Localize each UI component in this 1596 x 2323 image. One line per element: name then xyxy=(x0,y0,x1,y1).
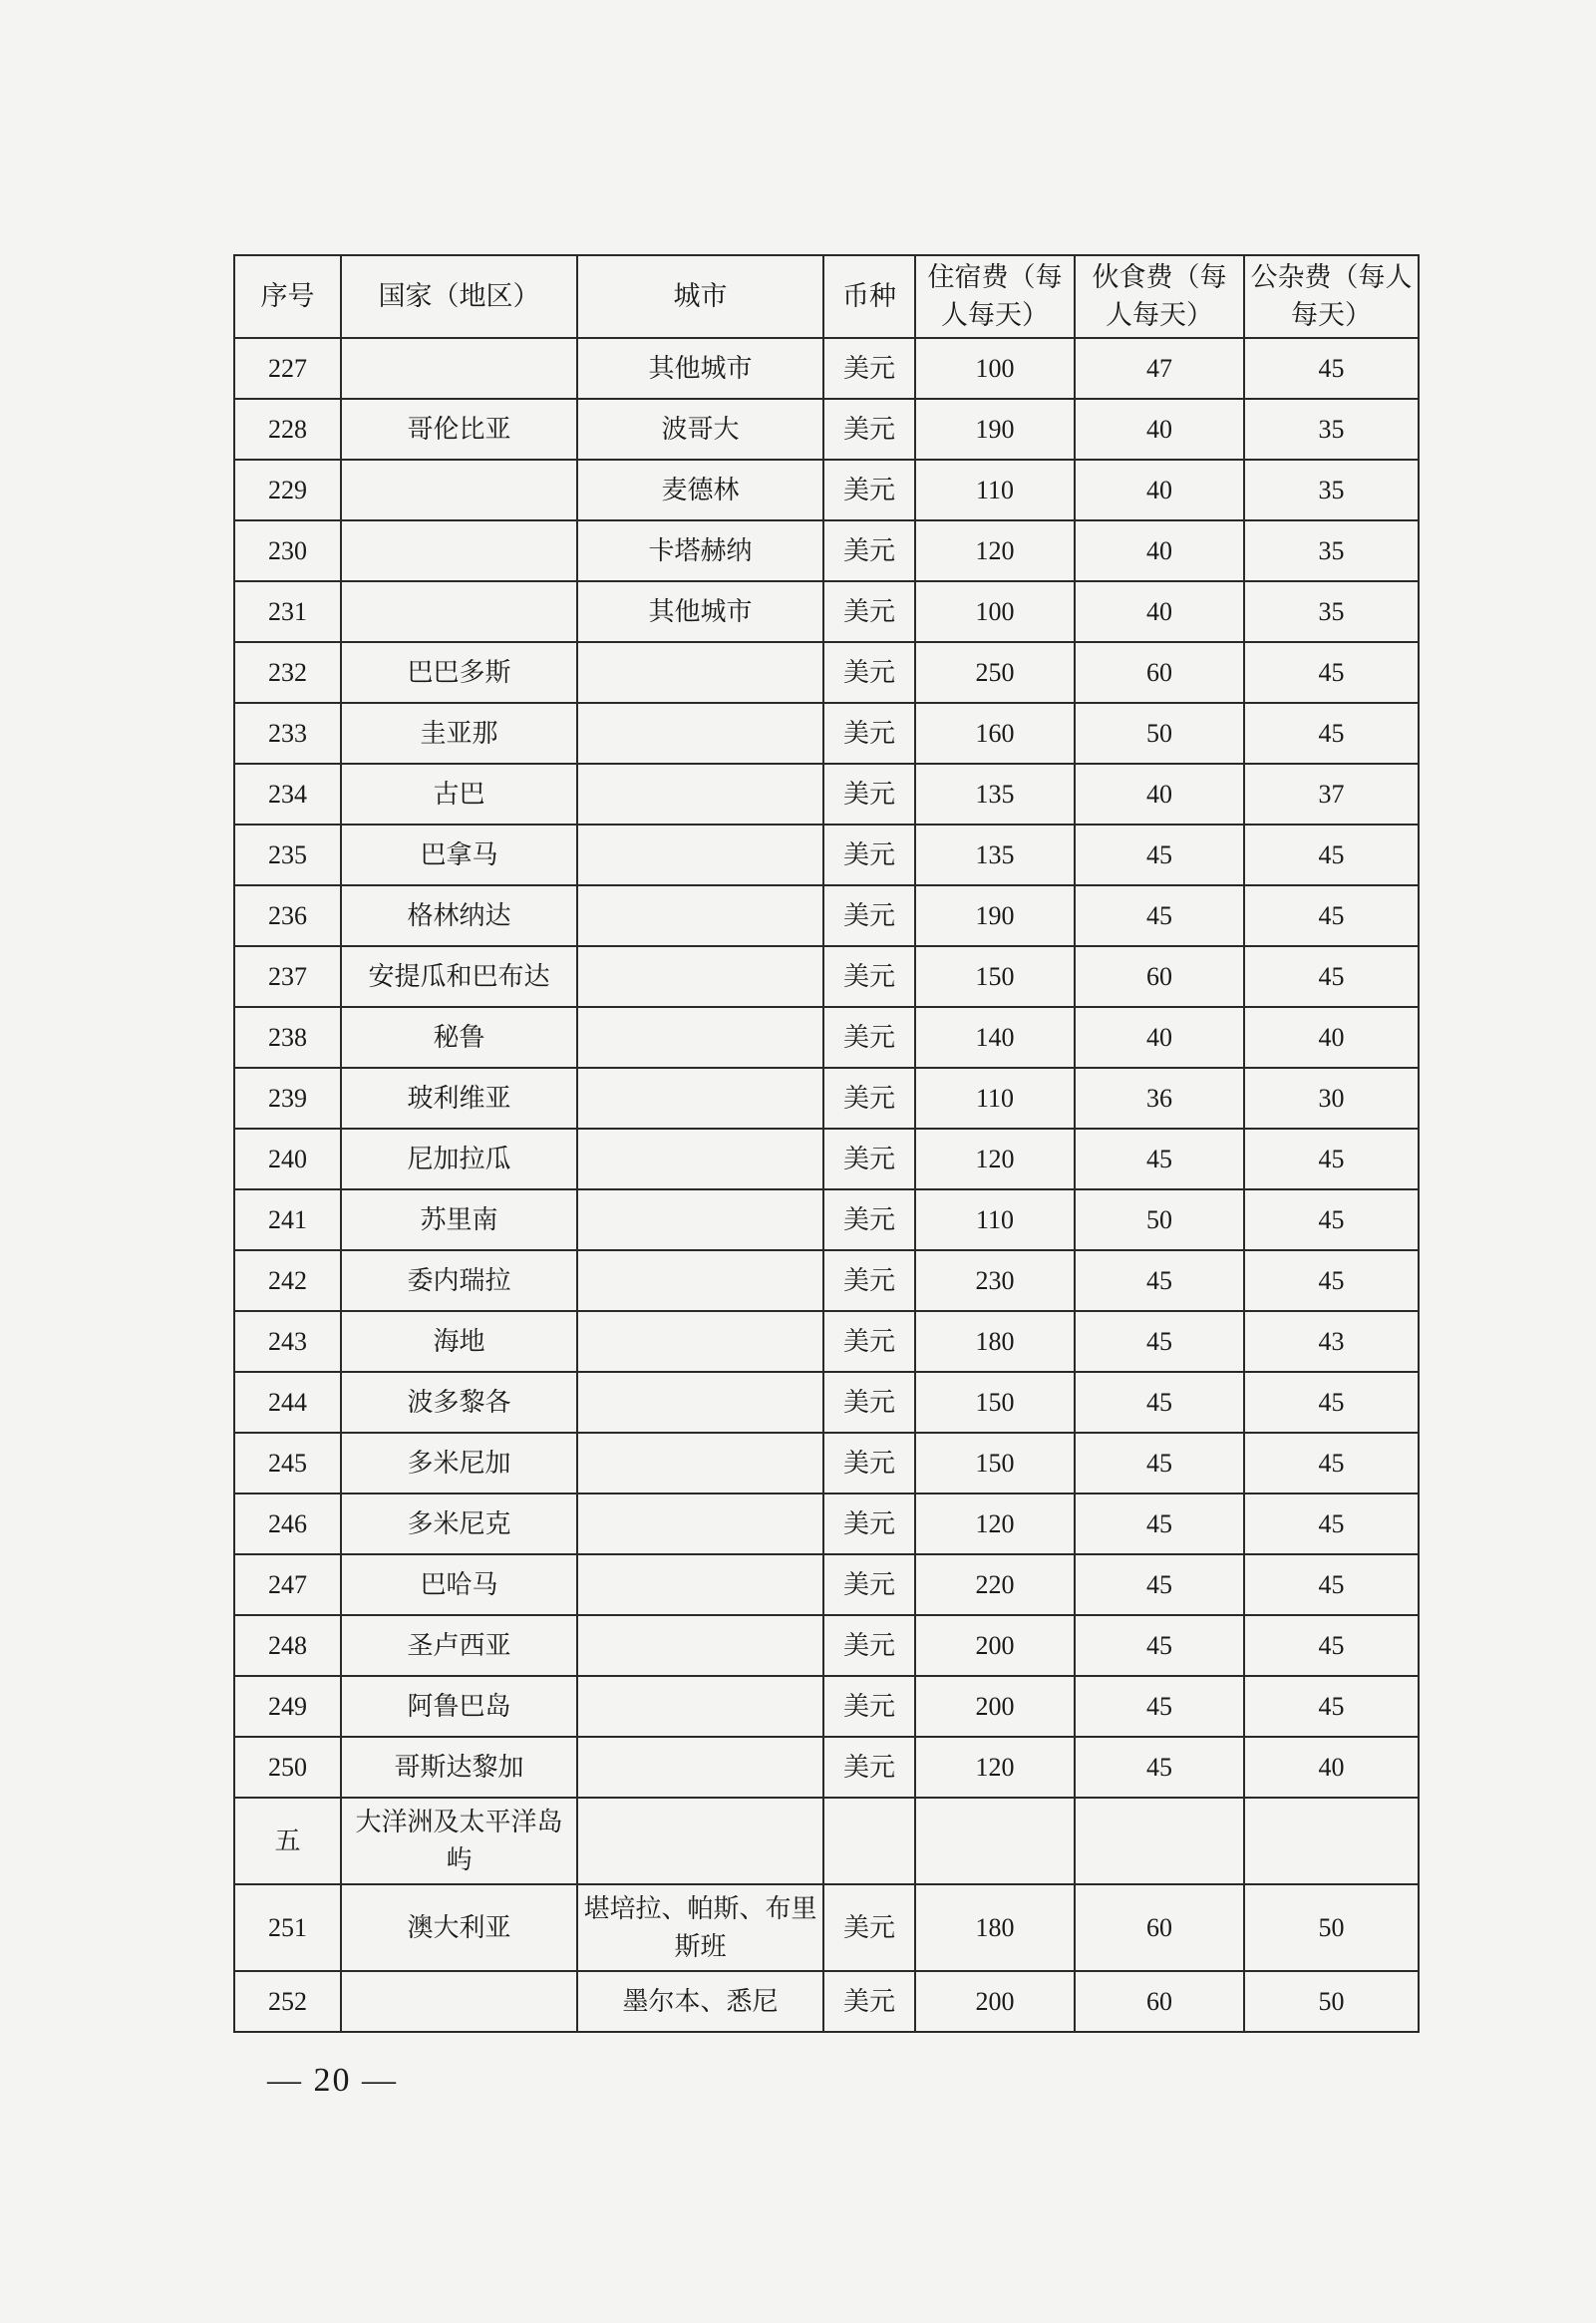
meals-cell: 60 xyxy=(1075,1884,1244,1971)
currency-cell: 美元 xyxy=(823,1676,915,1737)
lodging-cell: 180 xyxy=(915,1311,1075,1372)
table-row xyxy=(234,1798,1419,1884)
meals-cell: 60 xyxy=(1075,1971,1244,2032)
meals-cell: 45 xyxy=(1075,1311,1244,1372)
row-index: 233 xyxy=(234,703,341,764)
incidentals-cell: 45 xyxy=(1244,1676,1419,1737)
incidentals-cell: 45 xyxy=(1244,1250,1419,1311)
row-index: 245 xyxy=(234,1433,341,1493)
lodging-cell: 160 xyxy=(915,703,1075,764)
table-row xyxy=(234,1372,1419,1433)
meals-cell: 45 xyxy=(1075,1433,1244,1493)
table-row xyxy=(234,1007,1419,1068)
country-cell: 古巴 xyxy=(341,764,577,825)
table-row xyxy=(234,946,1419,1007)
lodging-cell: 120 xyxy=(915,1129,1075,1189)
currency-cell: 美元 xyxy=(823,1737,915,1798)
page-number: — 20 — xyxy=(267,2062,398,2099)
row-index: 240 xyxy=(234,1129,341,1189)
city-cell: 墨尔本、悉尼 xyxy=(577,1971,823,2032)
city-cell: 堪培拉、帕斯、布里斯班 xyxy=(577,1884,823,1971)
incidentals-cell: 45 xyxy=(1244,1189,1419,1250)
table-row xyxy=(234,1433,1419,1493)
header-country: 国家（地区） xyxy=(341,255,577,338)
lodging-cell: 230 xyxy=(915,1250,1075,1311)
country-cell: 哥伦比亚 xyxy=(341,399,577,460)
incidentals-cell: 45 xyxy=(1244,338,1419,399)
row-index: 252 xyxy=(234,1971,341,2032)
table-row xyxy=(234,825,1419,885)
incidentals-cell: 40 xyxy=(1244,1007,1419,1068)
row-index: 236 xyxy=(234,885,341,946)
table-row xyxy=(234,703,1419,764)
incidentals-cell: 45 xyxy=(1244,642,1419,703)
city-cell xyxy=(577,825,823,885)
currency-cell xyxy=(823,1798,915,1884)
currency-cell: 美元 xyxy=(823,1615,915,1676)
header-lodging: 住宿费（每人每天） xyxy=(915,255,1075,338)
incidentals-cell: 45 xyxy=(1244,1129,1419,1189)
currency-cell: 美元 xyxy=(823,520,915,581)
country-cell: 秘鲁 xyxy=(341,1007,577,1068)
row-index: 243 xyxy=(234,1311,341,1372)
header-currency: 币种 xyxy=(823,255,915,338)
country-cell: 圭亚那 xyxy=(341,703,577,764)
city-cell xyxy=(577,946,823,1007)
row-index: 249 xyxy=(234,1676,341,1737)
incidentals-cell: 45 xyxy=(1244,825,1419,885)
country-cell: 哥斯达黎加 xyxy=(341,1737,577,1798)
lodging-cell: 200 xyxy=(915,1615,1075,1676)
lodging-cell: 220 xyxy=(915,1554,1075,1615)
row-index: 241 xyxy=(234,1189,341,1250)
city-cell xyxy=(577,1129,823,1189)
city-cell xyxy=(577,1372,823,1433)
incidentals-cell: 45 xyxy=(1244,1615,1419,1676)
table-row xyxy=(234,1189,1419,1250)
city-cell xyxy=(577,1250,823,1311)
meals-cell: 40 xyxy=(1075,581,1244,642)
meals-cell: 50 xyxy=(1075,1189,1244,1250)
row-index: 230 xyxy=(234,520,341,581)
city-cell xyxy=(577,1615,823,1676)
lodging-cell: 100 xyxy=(915,338,1075,399)
meals-cell: 45 xyxy=(1075,885,1244,946)
incidentals-cell: 50 xyxy=(1244,1971,1419,2032)
row-index: 242 xyxy=(234,1250,341,1311)
incidentals-cell: 50 xyxy=(1244,1884,1419,1971)
lodging-cell xyxy=(915,1798,1075,1884)
lodging-cell: 100 xyxy=(915,581,1075,642)
row-index: 247 xyxy=(234,1554,341,1615)
currency-cell: 美元 xyxy=(823,825,915,885)
table-row xyxy=(234,1737,1419,1798)
meals-cell: 45 xyxy=(1075,1493,1244,1554)
lodging-cell: 250 xyxy=(915,642,1075,703)
incidentals-cell: 37 xyxy=(1244,764,1419,825)
incidentals-cell: 45 xyxy=(1244,946,1419,1007)
meals-cell xyxy=(1075,1798,1244,1884)
currency-cell: 美元 xyxy=(823,338,915,399)
currency-cell: 美元 xyxy=(823,460,915,520)
lodging-cell: 150 xyxy=(915,1433,1075,1493)
currency-cell: 美元 xyxy=(823,1554,915,1615)
meals-cell: 60 xyxy=(1075,946,1244,1007)
city-cell xyxy=(577,1554,823,1615)
table-row xyxy=(234,1493,1419,1554)
city-cell: 波哥大 xyxy=(577,399,823,460)
currency-cell: 美元 xyxy=(823,1129,915,1189)
city-cell xyxy=(577,642,823,703)
currency-cell: 美元 xyxy=(823,642,915,703)
lodging-cell: 190 xyxy=(915,399,1075,460)
incidentals-cell: 35 xyxy=(1244,581,1419,642)
lodging-cell: 180 xyxy=(915,1884,1075,1971)
lodging-cell: 110 xyxy=(915,1189,1075,1250)
country-cell xyxy=(341,1971,577,2032)
country-cell: 多米尼加 xyxy=(341,1433,577,1493)
country-cell: 圣卢西亚 xyxy=(341,1615,577,1676)
incidentals-cell: 45 xyxy=(1244,1433,1419,1493)
lodging-cell: 190 xyxy=(915,885,1075,946)
row-index: 231 xyxy=(234,581,341,642)
city-cell xyxy=(577,1007,823,1068)
currency-cell: 美元 xyxy=(823,1250,915,1311)
currency-cell: 美元 xyxy=(823,1884,915,1971)
table-row xyxy=(234,1615,1419,1676)
row-index: 246 xyxy=(234,1493,341,1554)
row-index: 244 xyxy=(234,1372,341,1433)
meals-cell: 47 xyxy=(1075,338,1244,399)
meals-cell: 50 xyxy=(1075,703,1244,764)
lodging-cell: 200 xyxy=(915,1971,1075,2032)
table-row xyxy=(234,1311,1419,1372)
country-cell: 波多黎各 xyxy=(341,1372,577,1433)
row-index: 227 xyxy=(234,338,341,399)
lodging-cell: 110 xyxy=(915,1068,1075,1129)
row-index: 228 xyxy=(234,399,341,460)
incidentals-cell: 45 xyxy=(1244,885,1419,946)
country-cell: 巴哈马 xyxy=(341,1554,577,1615)
row-index: 234 xyxy=(234,764,341,825)
lodging-cell: 120 xyxy=(915,1737,1075,1798)
currency-cell: 美元 xyxy=(823,1068,915,1129)
header-meals: 伙食费（每人每天） xyxy=(1075,255,1244,338)
table-row xyxy=(234,581,1419,642)
incidentals-cell xyxy=(1244,1798,1419,1884)
country-cell: 海地 xyxy=(341,1311,577,1372)
currency-cell: 美元 xyxy=(823,1189,915,1250)
incidentals-cell: 45 xyxy=(1244,1493,1419,1554)
table-row xyxy=(234,1129,1419,1189)
row-index: 238 xyxy=(234,1007,341,1068)
city-cell xyxy=(577,1676,823,1737)
table-row xyxy=(234,1884,1419,1971)
currency-cell: 美元 xyxy=(823,1971,915,2032)
currency-cell: 美元 xyxy=(823,1433,915,1493)
lodging-cell: 135 xyxy=(915,825,1075,885)
header-row xyxy=(234,255,1419,338)
city-cell xyxy=(577,1311,823,1372)
table-body xyxy=(234,338,1419,2032)
meals-cell: 45 xyxy=(1075,1676,1244,1737)
city-cell xyxy=(577,764,823,825)
lodging-cell: 150 xyxy=(915,946,1075,1007)
incidentals-cell: 35 xyxy=(1244,399,1419,460)
country-cell: 格林纳达 xyxy=(341,885,577,946)
meals-cell: 45 xyxy=(1075,1372,1244,1433)
table-row xyxy=(234,460,1419,520)
lodging-cell: 140 xyxy=(915,1007,1075,1068)
incidentals-cell: 45 xyxy=(1244,1372,1419,1433)
meals-cell: 40 xyxy=(1075,399,1244,460)
country-cell: 玻利维亚 xyxy=(341,1068,577,1129)
lodging-cell: 135 xyxy=(915,764,1075,825)
city-cell xyxy=(577,1189,823,1250)
header-incidentals: 公杂费（每人每天） xyxy=(1244,255,1419,338)
city-cell xyxy=(577,885,823,946)
table-row xyxy=(234,1676,1419,1737)
meals-cell: 60 xyxy=(1075,642,1244,703)
country-cell xyxy=(341,338,577,399)
meals-cell: 40 xyxy=(1075,460,1244,520)
incidentals-cell: 43 xyxy=(1244,1311,1419,1372)
row-index: 229 xyxy=(234,460,341,520)
table-row xyxy=(234,764,1419,825)
lodging-cell: 110 xyxy=(915,460,1075,520)
row-index: 五 xyxy=(234,1798,341,1884)
currency-cell: 美元 xyxy=(823,885,915,946)
meals-cell: 40 xyxy=(1075,1007,1244,1068)
row-index: 248 xyxy=(234,1615,341,1676)
meals-cell: 40 xyxy=(1075,520,1244,581)
incidentals-cell: 35 xyxy=(1244,460,1419,520)
country-cell: 苏里南 xyxy=(341,1189,577,1250)
city-cell: 其他城市 xyxy=(577,338,823,399)
currency-cell: 美元 xyxy=(823,399,915,460)
table-row xyxy=(234,885,1419,946)
meals-cell: 45 xyxy=(1075,1737,1244,1798)
row-index: 250 xyxy=(234,1737,341,1798)
table-row xyxy=(234,1554,1419,1615)
currency-cell: 美元 xyxy=(823,1007,915,1068)
lodging-cell: 120 xyxy=(915,520,1075,581)
table-row xyxy=(234,520,1419,581)
row-index: 232 xyxy=(234,642,341,703)
lodging-cell: 120 xyxy=(915,1493,1075,1554)
table-row xyxy=(234,1250,1419,1311)
country-cell: 巴拿马 xyxy=(341,825,577,885)
row-index: 237 xyxy=(234,946,341,1007)
incidentals-cell: 45 xyxy=(1244,703,1419,764)
meals-cell: 40 xyxy=(1075,764,1244,825)
city-cell xyxy=(577,1737,823,1798)
country-cell: 尼加拉瓜 xyxy=(341,1129,577,1189)
header-city: 城市 xyxy=(577,255,823,338)
country-cell xyxy=(341,460,577,520)
incidentals-cell: 30 xyxy=(1244,1068,1419,1129)
city-cell xyxy=(577,1798,823,1884)
currency-cell: 美元 xyxy=(823,1493,915,1554)
table-row xyxy=(234,338,1419,399)
table-row xyxy=(234,1971,1419,2032)
table-row xyxy=(234,642,1419,703)
table-row xyxy=(234,399,1419,460)
country-cell: 委内瑞拉 xyxy=(341,1250,577,1311)
city-cell: 麦德林 xyxy=(577,460,823,520)
country-cell: 多米尼克 xyxy=(341,1493,577,1554)
meals-cell: 45 xyxy=(1075,825,1244,885)
country-cell: 巴巴多斯 xyxy=(341,642,577,703)
lodging-cell: 200 xyxy=(915,1676,1075,1737)
currency-cell: 美元 xyxy=(823,703,915,764)
row-index: 251 xyxy=(234,1884,341,1971)
header-index: 序号 xyxy=(234,255,341,338)
meals-cell: 36 xyxy=(1075,1068,1244,1129)
lodging-cell: 150 xyxy=(915,1372,1075,1433)
table-row xyxy=(234,1068,1419,1129)
currency-cell: 美元 xyxy=(823,581,915,642)
country-cell: 安提瓜和巴布达 xyxy=(341,946,577,1007)
city-cell: 卡塔赫纳 xyxy=(577,520,823,581)
meals-cell: 45 xyxy=(1075,1554,1244,1615)
currency-cell: 美元 xyxy=(823,764,915,825)
country-cell: 大洋洲及太平洋岛屿 xyxy=(341,1798,577,1884)
incidentals-cell: 35 xyxy=(1244,520,1419,581)
meals-cell: 45 xyxy=(1075,1129,1244,1189)
country-cell: 阿鲁巴岛 xyxy=(341,1676,577,1737)
currency-cell: 美元 xyxy=(823,946,915,1007)
row-index: 239 xyxy=(234,1068,341,1129)
city-cell xyxy=(577,1068,823,1129)
country-cell xyxy=(341,520,577,581)
meals-cell: 45 xyxy=(1075,1615,1244,1676)
currency-cell: 美元 xyxy=(823,1311,915,1372)
city-cell: 其他城市 xyxy=(577,581,823,642)
currency-cell: 美元 xyxy=(823,1372,915,1433)
meals-cell: 45 xyxy=(1075,1250,1244,1311)
city-cell xyxy=(577,1493,823,1554)
rates-table xyxy=(233,254,1420,2033)
row-index: 235 xyxy=(234,825,341,885)
country-cell: 澳大利亚 xyxy=(341,1884,577,1971)
incidentals-cell: 40 xyxy=(1244,1737,1419,1798)
country-cell xyxy=(341,581,577,642)
city-cell xyxy=(577,703,823,764)
city-cell xyxy=(577,1433,823,1493)
incidentals-cell: 45 xyxy=(1244,1554,1419,1615)
